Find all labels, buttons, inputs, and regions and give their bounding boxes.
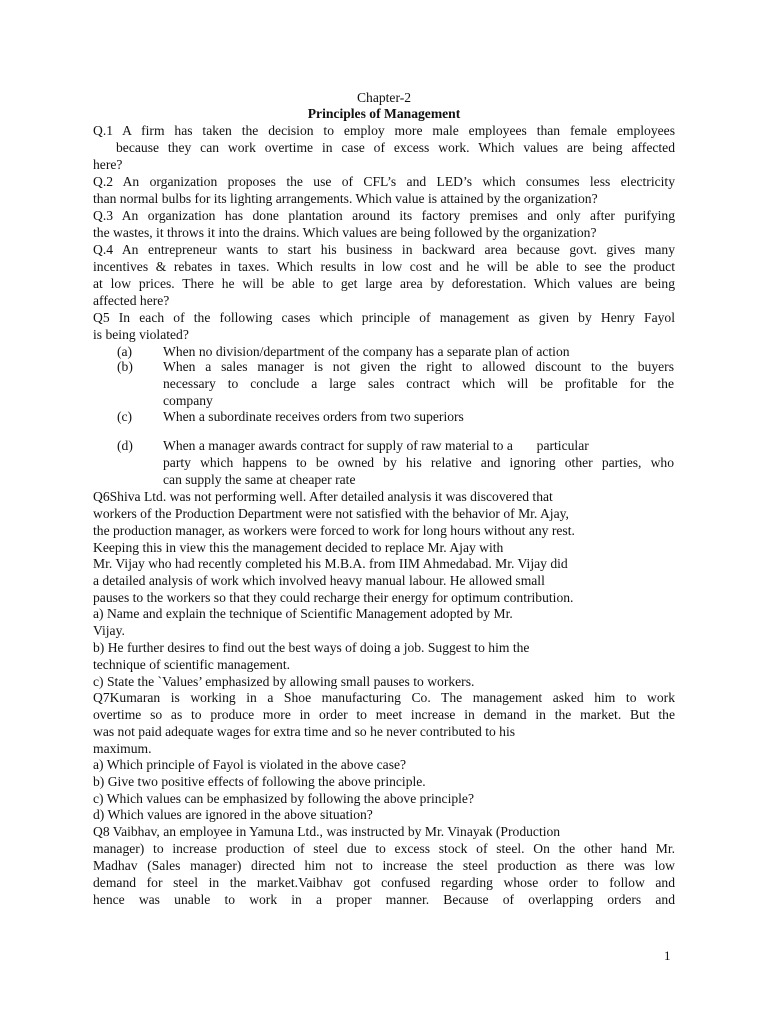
item-label-a: (a) [117,344,133,359]
q8-line: Madhav (Sales manager) directed him not to increase the steel production as there was low [93,858,675,873]
item-d-text: can supply the same at cheaper rate [163,472,356,487]
page-title: Principles of Management [307,106,461,121]
q6-line: a) Name and explain the technique of Scientific Management adopted by Mr. [93,606,513,621]
q1-line: Q.1 A firm has taken the decision to employ more male employees than female employees [93,123,675,138]
item-label-d: (d) [117,438,133,453]
q4-line: affected here? [93,293,170,308]
item-label-b: (b) [117,359,133,374]
q7-line: a) Which principle of Fayol is violated in the above case? [93,757,407,772]
item-d-text: party which happens to be owned by his relative and ignoring other parties, who [163,455,674,470]
q8-line: hence was unable to work in a proper manner. Because of overlapping orders and [93,892,675,907]
q6-line: technique of scientific management. [93,657,291,672]
q7-line: was not paid adequate wages for extra time and so he never contributed to his [93,724,516,739]
q3-line: Q.3 An organization has done plantation around its factory premises and only after purifying [93,208,675,223]
q1-line: here? [93,157,123,172]
item-label-c: (c) [117,409,133,424]
q6-line: a detailed analysis of work which involved heavy manual labour. He allowed small [93,573,545,588]
item-d-text: When a manager awards contract for supply of raw material to a particular [163,438,589,453]
item-a-text: When no division/department of the company has a separate plan of action [163,344,570,359]
item-b-text: When a sales manager is not given the right to allowed discount to the buyers [163,359,674,374]
q7-line: Q7Kumaran is working in a Shoe manufacturing Co. The management asked him to work [93,690,675,705]
q3-line: the wastes, it throws it into the drains. Which values are being followed by the organization? [93,225,597,240]
q6-line: pauses to the workers so that they could recharge their energy for optimum contribution. [93,590,574,605]
q7-line: d) Which values are ignored in the above situation? [93,807,373,822]
q1-line: because they can work overtime in case of excess work. Which values are being affected [116,140,675,155]
chapter-heading: Chapter-2 [356,90,412,105]
q8-line: Q8 Vaibhav, an employee in Yamuna Ltd., was instructed by Mr. Vinayak (Production [93,824,561,839]
q7-line: c) Which values can be emphasized by following the above principle? [93,791,474,806]
q7-line: maximum. [93,741,152,756]
q6-line: Mr. Vijay who had recently completed his M.B.A. from IIM Ahmedabad. Mr. Vijay did [93,556,568,571]
q5-line: is being violated? [93,327,189,342]
q6-line: Keeping this in view this the management decided to replace Mr. Ajay with [93,540,504,555]
q6-line: Vijay. [93,623,125,638]
q6-line: b) He further desires to find out the best ways of doing a job. Suggest to him the [93,640,530,655]
q6-line: the production manager, as workers were forced to work for long hours without any rest. [93,523,575,538]
q8-line: manager) to increase production of steel due to excess stock of steel. On the other hand Mr. [93,841,675,856]
q7-line: b) Give two positive effects of following the above principle. [93,774,426,789]
q5-line: Q5 In each of the following cases which principle of management as given by Henry Fayol [93,310,675,325]
q4-line: Q.4 An entrepreneur wants to start his business in backward area because govt. gives many [93,242,675,257]
q6-line: workers of the Production Department were not satisfied with the behavior of Mr. Ajay, [93,506,569,521]
q6-line: Q6Shiva Ltd. was not performing well. After detailed analysis it was discovered that [93,489,553,504]
q7-line: overtime so as to produce more in order to meet increase in demand in the market. But the [93,707,675,722]
q2-line: than normal bulbs for its lighting arrangements. Which value is attained by the organization? [93,191,598,206]
item-b-text: necessary to conclude a large sales contract which will be profitable for the [163,376,674,391]
q4-line: at low prices. There he will be able to get large area by deforestation. Which values are being [93,276,675,291]
item-b-text: company [163,393,213,408]
item-c-text: When a subordinate receives orders from two superiors [163,409,464,424]
q4-line: incentives & rebates in taxes. Which results in low cost and he will be able to see the product [93,259,675,274]
q8-line: demand for steel in the market.Vaibhav got confused regarding whose order to follow and [93,875,675,890]
page-number: 1 [664,948,671,963]
q6-line: c) State the `Values’ emphasized by allowing small pauses to workers. [93,674,475,689]
q2-line: Q.2 An organization proposes the use of CFL’s and LED’s which consumes less electricity [93,174,675,189]
